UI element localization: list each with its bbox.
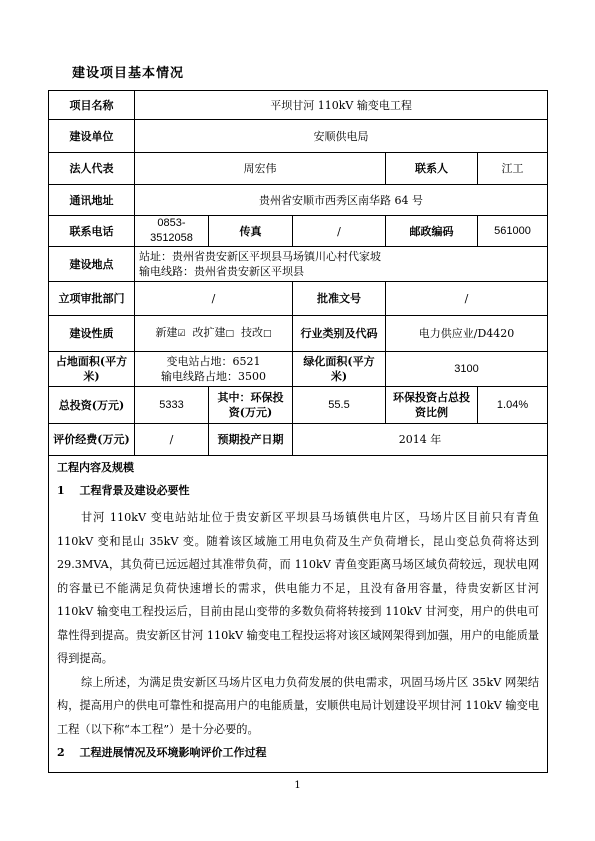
land-value [135,352,293,387]
approval-no-value: / [386,282,548,316]
land-label: 占地面积(平方米) [49,352,135,387]
approval-dept-value: / [135,282,293,316]
paragraph-conclusion: 综上所述，为满足贵安新区马场片区电力负荷发展的供电需求，巩固马场片区 35kV 网架结构，提高用户的供电可靠性和提高用户的电能质量，安顺供电局计划建设平坝甘河 110kV 输变电工程（以下称“本工程”）是十分必要的。 [57,675,540,736]
nature-new-label: 新建 [155,326,178,339]
page-number: 1 [294,780,301,791]
row-investment [49,387,548,424]
nature-expand-label: 改扩建 [192,326,226,339]
eval-fee-value: / [135,424,209,456]
approval-dept-label: 立项审批部门 [49,282,135,316]
subsection-title-background: 1 工程背景及建设必要性 [57,484,190,497]
row-content [49,456,548,773]
builder-label: 建设单位 [49,120,135,153]
row-legal-rep [49,153,548,185]
approval-no-label: 批准文号 [293,282,386,316]
row-phone [49,216,548,247]
content-cell [49,456,548,773]
nature-tech-label: 技改 [241,326,264,339]
project-name-label: 项目名称 [49,91,135,120]
land-substation: 变电站占地：6521 [166,355,261,368]
eval-fee-label: 评价经费(万元) [49,424,135,456]
industry-value: 电力供应业/D4420 [386,316,548,352]
postcode-label: 邮政编码 [386,216,478,247]
invest-label: 总投资(万元) [49,387,135,424]
contact-label: 联系人 [386,153,478,185]
env-ratio-label: 环保投资占总投资比例 [386,387,478,424]
checkbox-empty-icon: □ [225,329,235,339]
land-line: 输电线路占地：3500 [161,370,266,383]
checkbox-empty-icon: □ [263,329,272,339]
nature-label: 建设性质 [49,316,135,352]
project-info-table [48,90,548,773]
location-line-route: 输电线路：贵州省贵安新区平坝县 [139,265,304,278]
row-address [49,185,548,216]
row-eval-fee [49,424,548,456]
builder-value: 安顺供电局 [135,120,548,153]
row-builder [49,120,548,153]
address-value: 贵州省安顺市西秀区南华路 64 号 [135,185,548,216]
row-location [49,247,548,282]
env-invest-label: 其中：环保投资(万元) [209,387,293,424]
industry-label: 行业类别及代码 [293,316,386,352]
green-value: 3100 [386,352,548,387]
operation-date-value: 2014 年 [293,424,548,456]
row-approval [49,282,548,316]
subsection-title-progress: 2 工程进展情况及环境影响评价工作过程 [57,746,267,759]
fax-value: / [293,216,386,247]
project-name-value: 平坝甘河 110kV 输变电工程 [135,91,548,120]
env-invest-value: 55.5 [293,387,386,424]
phone-value: 0853-3512058 [135,216,209,247]
location-value [135,247,548,282]
green-label: 绿化面积(平方米) [293,352,386,387]
paragraph-background: 甘河 110kV 变电站站址位于贵安新区平坝县马场镇供电片区，马场片区目前只有青鱼 110kV 变和昆山 35kV 变。随着该区域施工用电负荷及生产负荷增长，昆山变总负荷将达到 29.3MVA，其负荷已远远超过其准带负荷，而 110kV 青鱼变距离马场区域负荷较远，现状电网的容量已不能满足负荷快速增长的需求，供电能力不足，且没有备用容量，待贵安新区甘河 110kV 输变电工程投运后，目前由昆山变带的多数负荷将转接到 110kV 甘河变，用户的供电可靠性得到提高。贵安新区甘河 110kV 输变电工程投运将对该区域网架得到加强，用户的电能质量得到提高。 [57,511,540,665]
address-label: 通讯地址 [49,185,135,216]
invest-value: 5333 [135,387,209,424]
page-title: 建设项目基本情况 [72,66,185,81]
nature-options [135,316,293,352]
legal-rep-label: 法人代表 [49,153,135,185]
row-land [49,352,548,387]
section-title: 工程内容及规模 [57,461,134,474]
contact-value: 江工 [478,153,548,185]
phone-label: 联系电话 [49,216,135,247]
location-label: 建设地点 [49,247,135,282]
operation-date-label: 预期投产日期 [209,424,293,456]
row-project-name [49,91,548,120]
row-nature [49,316,548,352]
fax-label: 传真 [209,216,293,247]
location-line-site: 站址：贵州省贵安新区平坝县马场镇川心村代家坡 [139,250,381,263]
env-ratio-value: 1.04% [478,387,548,424]
checkbox-checked-icon: ☑ [177,329,186,339]
postcode-value: 561000 [478,216,548,247]
legal-rep-value: 周宏伟 [135,153,386,185]
